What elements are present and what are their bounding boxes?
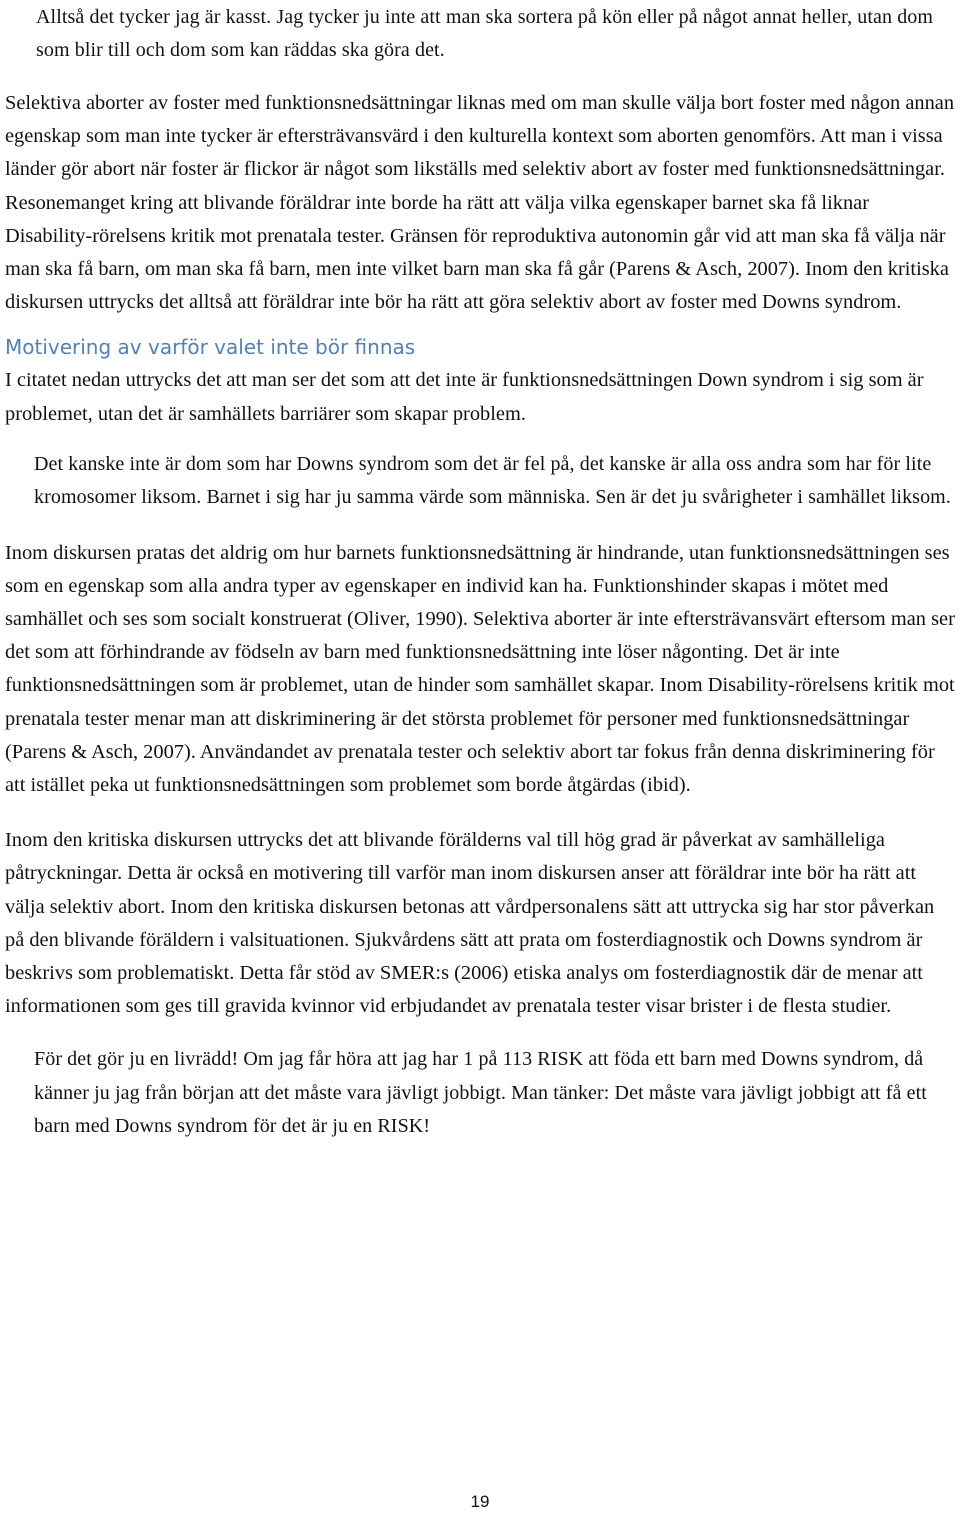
page-number: 19 [470,1492,490,1511]
paragraph-2: I citatet nedan uttrycks det att man ser det som att det inte är funktionsnedsättningen Down syndrom i sig som är problemet, utan det är samhällets barriärer som skapar problem. [5,369,924,425]
quote-middle: Det kanske inte är dom som har Downs syndrom som det är fel på, det kanske är alla oss andra som har för lite kromosomer liksom. Barnet i sig har ju samma värde som människa. Sen är det ju svårigheter i samhället liksom. [34,452,951,509]
quote-top: Alltså det tycker jag är kasst. Jag tycker ju inte att man ska sortera på kön eller på något annat heller, utan dom som blir till och dom som kan räddas ska göra det. [36,6,934,61]
paragraph-4: Inom den kritiska diskursen uttrycks det att blivande förälderns val till hög grad är påverkat av samhälleliga påtryckningar. Detta är också en motivering till varför man inom diskursen anser att föräldrar inte bör ha rätt att välja selektiv abort. Inom den kritiska diskursen betonas att vårdpersonalens sätt att uttrycka sig har stor påverkan på den blivande föräldern i valsituationen. Sjukvårdens sätt att prata om fosterdiagnostik och Downs syndrom är beskrivs som problematiskt. Detta får stöd av SMER:s (2006) etiska analys om fosterdiagnostik där de menar att informationen som ges till gravida kvinnor vid erbjudandet av prenatala tester visar brister i de flesta studier. [5,829,935,1018]
quote-bottom: För det gör ju en livrädd! Om jag får höra att jag har 1 på 113 RISK att föda ett barn med Downs syndrom, då känner ju jag från början att det måste vara jävligt jobbigt. Man tänker: Det måste vara jävligt jobbigt att få ett barn med Downs syndrom för det är ju en RISK! [34,1048,927,1138]
document-page [5,0,955,1144]
section-heading: Motivering av varför valet inte bör finnas [5,335,416,360]
paragraph-3: Inom diskursen pratas det aldrig om hur barnets funktionsnedsättning är hindrande, utan funktionsnedsättningen ses som en egenskap som alla andra typer av egenskaper en individ kan ha. Funktionshinder skapas i mötet med samhället och ses som socialt konstruerat (Oliver, 1990). Selektiva aborter är inte eftersträvansvärt eftersom man ser det som att förhindrande av födseln av barn med funktionsnedsättning inte löser någonting. Det är inte funktionsnedsättningen som är problemet, utan de hinder som samhället skapar. Inom Disability-rörelsens kritik mot prenatala tester menar man att diskriminering är det största problemet för personer med funktionsnedsättningar (Parens & Asch, 2007). Användandet av prenatala tester och selektiv abort tar fokus från denna diskriminering för att istället peka ut funktionsnedsättningen som problemet som borde åtgärdas (ibid). [5,541,955,797]
paragraph-1: Selektiva aborter av foster med funktionsnedsättningar liknas med om man skulle välja bort foster med någon annan egenskap som man inte tycker är eftersträvansvärd i den kulturella kontext som aborten genomförs. Att man i vissa länder gör abort när foster är flickor är något som likställs med selektiv abort av foster med funktionsnedsättningar. Resonemanget kring att blivande föräldrar inte borde ha rätt att välja vilka egenskaper barnet ska få liknar Disability-rörelsens kritik mot prenatala tester. Gränsen för reproduktiva autonomin går vid att man ska få välja när man ska få barn, om man ska få barn, men inte vilket barn man ska få går (Parens & Asch, 2007). Inom den kritiska diskursen uttrycks det alltså att föräldrar inte bör ha rätt att göra selektiv abort av foster med Downs syndrom. [5,92,955,314]
